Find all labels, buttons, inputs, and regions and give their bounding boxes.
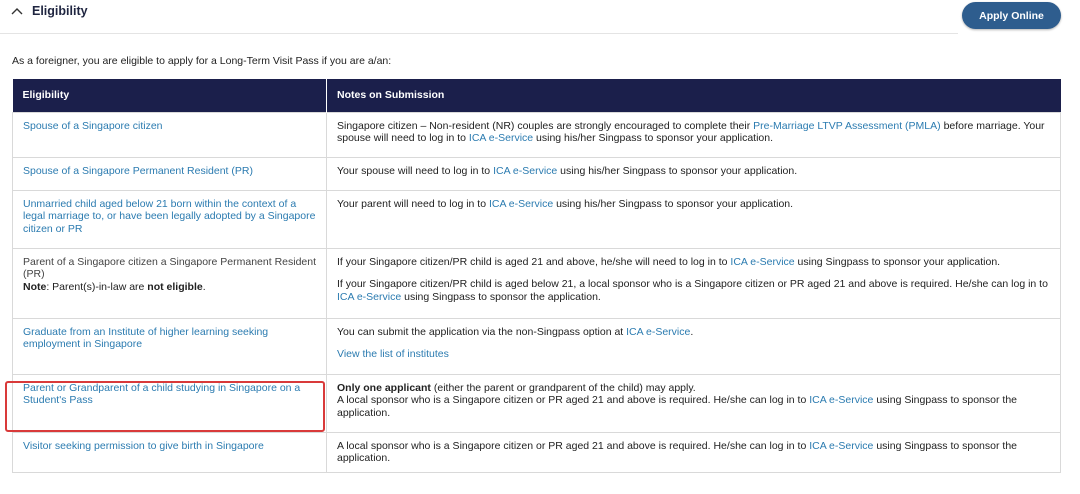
eligibility-cell: [13, 432, 327, 472]
notes-paragraph: [337, 348, 1050, 361]
ica-eservice-link[interactable]: ICA e-Service: [730, 255, 795, 268]
notes-segment: using his/her Singpass to sponsor your application.: [557, 164, 798, 177]
notes-segment: A local sponsor who is a Singapore citizen or PR aged 21 and above is required. He/she can log in to: [337, 439, 810, 452]
intro-text: As a foreigner, you are eligible to apply for a Long-Term Visit Pass if you are a/an:: [12, 55, 392, 67]
eligibility-cell: [13, 248, 327, 318]
eligibility-cell: [13, 190, 327, 248]
notes-segment: using Singpass to sponsor your application.: [794, 255, 1001, 268]
eligibility-cell: [13, 318, 327, 374]
table-row: [13, 432, 1061, 472]
notes-paragraph: [337, 326, 1050, 339]
notes-segment: using Singpass to sponsor the application.: [337, 439, 1017, 464]
notes-emphasis: Only one applicant: [337, 381, 431, 394]
ica-eservice-link[interactable]: ICA e-Service: [468, 132, 534, 144]
notes-cell: [327, 248, 1061, 318]
notes-cell: [327, 157, 1061, 190]
notes-cell: [327, 374, 1061, 432]
eligibility-cell: [13, 157, 327, 190]
table-header-row: [13, 79, 1061, 112]
notes-paragraph: [337, 278, 1050, 303]
note-text: : Parent(s)-in-law are: [46, 280, 148, 293]
column-header-eligibility: Eligibility: [13, 79, 327, 112]
table-row: [13, 248, 1061, 318]
ica-eservice-link[interactable]: ICA e-Service: [493, 164, 558, 177]
notes-cell: [327, 112, 1061, 157]
notes-paragraph: [337, 256, 1050, 269]
notes-segment: before marriage. Your spouse will need to log in to: [337, 119, 1045, 144]
notes-segment: using his/her Singpass to sponsor your application.: [553, 197, 794, 210]
column-header-notes: Notes on Submission: [327, 79, 1061, 112]
notes-segment: You can submit the application via the non-Singpass option at: [337, 325, 627, 338]
notes-segment: (either the parent or grandparent of the child) may apply.: [430, 381, 696, 394]
ica-eservice-link[interactable]: ICA e-Service: [337, 290, 402, 303]
ica-eservice-link[interactable]: ICA e-Service: [809, 394, 874, 406]
notes-segment: .: [690, 325, 694, 338]
notes-cell: [327, 432, 1061, 472]
eligibility-link[interactable]: Spouse of a Singapore citizen: [23, 119, 163, 132]
note-label: Note: [23, 280, 47, 293]
table-row: [13, 190, 1061, 248]
notes-segment: If your Singapore citizen/PR child is aged below 21, a local sponsor who is a Singapore citizen or PR aged 21 and above is required. He/she can log in to: [337, 278, 1048, 290]
notes-segment: If your Singapore citizen/PR child is aged 21 and above, he/she will need to log in to: [337, 255, 731, 268]
eligibility-link[interactable]: Spouse of a Singapore Permanent Resident (PR): [23, 164, 253, 177]
notes-segment: Singapore citizen – Non-resident (NR) couples are strongly encouraged to complete their: [337, 119, 754, 132]
section-title: Eligibility: [32, 4, 88, 18]
note-end: .: [202, 280, 206, 293]
notes-cell: [327, 318, 1061, 374]
eligibility-table: [12, 79, 1061, 473]
divider: [0, 33, 958, 34]
apply-online-button[interactable]: Apply Online: [962, 2, 1061, 29]
notes-segment: using his/her Singpass to sponsor your application.: [533, 132, 774, 144]
eligibility-link[interactable]: Visitor seeking permission to give birth in Singapore: [23, 439, 264, 452]
notes-segment: Your parent will need to log in to: [337, 197, 489, 210]
notes-text: [337, 440, 1050, 465]
table-row: [13, 157, 1061, 190]
notes-text: [337, 382, 1050, 395]
notes-segment: A local sponsor who is a Singapore citizen or PR aged 21 and above is required. He/she can log in to: [337, 394, 810, 406]
eligibility-link[interactable]: Unmarried child aged below 21 born within the context of a legal marriage to, or have been legally adopted by a Singapore citizen or PR: [23, 197, 316, 235]
eligibility-text: Parent of a Singapore citizen a Singapore Permanent Resident (PR): [23, 255, 317, 280]
table-row: [13, 374, 1061, 432]
eligibility-cell: [13, 374, 327, 432]
notes-text: [337, 165, 1050, 178]
notes-segment: using Singpass to sponsor the application.: [401, 290, 601, 303]
notes-text: [337, 394, 1050, 419]
table-row: [13, 112, 1061, 157]
eligibility-note: [23, 281, 316, 294]
eligibility-link[interactable]: Graduate from an Institute of higher learning seeking employment in Singapore: [23, 325, 269, 350]
notes-text: [337, 198, 1050, 211]
pmla-link[interactable]: Pre-Marriage LTVP Assessment (PMLA): [753, 119, 941, 132]
chevron-up-icon[interactable]: [10, 4, 24, 18]
view-institutes-link[interactable]: View the list of institutes: [337, 348, 449, 360]
note-emphasis: not eligible: [147, 280, 203, 293]
table-row: [13, 318, 1061, 374]
eligibility-cell: [13, 112, 327, 157]
ica-eservice-link[interactable]: ICA e-Service: [488, 197, 554, 210]
notes-text: [337, 120, 1050, 145]
ica-eservice-link[interactable]: ICA e-Service: [809, 439, 874, 452]
notes-segment: using Singpass to sponsor the application.: [337, 394, 1017, 419]
notes-segment: Your spouse will need to log in to: [337, 164, 494, 177]
section-header[interactable]: [0, 0, 1080, 30]
ica-eservice-link[interactable]: ICA e-Service: [626, 325, 691, 338]
notes-cell: [327, 190, 1061, 248]
eligibility-link[interactable]: Parent or Grandparent of a child studying in Singapore on a Student's Pass: [23, 381, 301, 406]
